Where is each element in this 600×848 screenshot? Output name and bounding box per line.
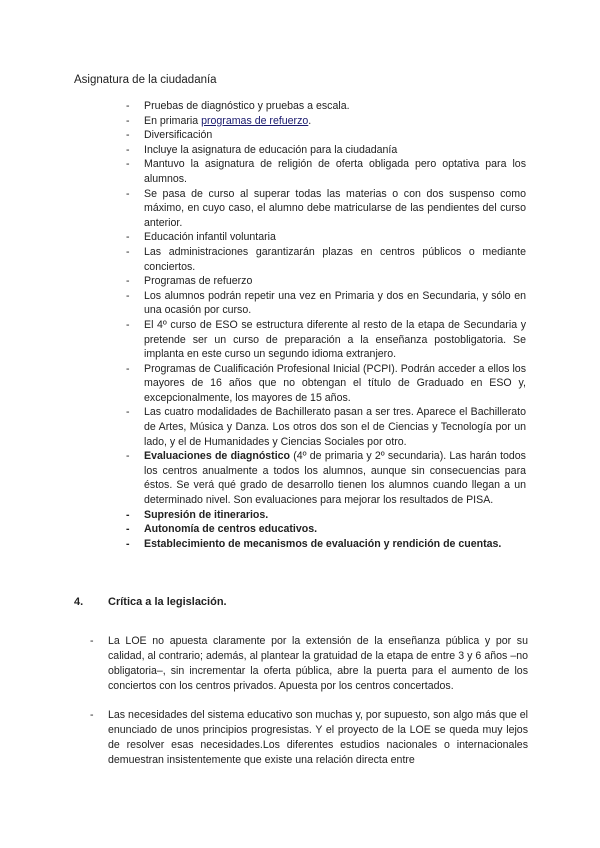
list-item	[126, 449, 526, 507]
list-item-text: En primaria	[144, 114, 202, 127]
list-item-text: (4º de primaria y 2º secundaria). Las harán todos los centros anualmente a todos los alumnos, aunque sin consecuencias para éstos. Se verá qué grado de desarrollo tienen los alumnos cuando llegan a un determinado nivel. Son evaluaciones para mejorar los resultados de PISA.	[144, 450, 526, 507]
list-item: - Supresión de itinerarios.	[126, 508, 526, 523]
list-item: - Autonomía de centros educativos.	[126, 522, 526, 537]
critique-paragraph: - La LOE no apuesta claramente por la extensión de la enseñanza pública y por su calidad, al contrario; además, al plantear la gratuidad de la etapa de entre 3 y 6 años –no obligatoria–, sin incrementar la oferta pública, abre la puerta para el aumento de los conciertos con los centros privados. Apuesta por los centros concertados.	[90, 634, 528, 694]
critique-paragraph: - Las necesidades del sistema educativo son muchas y, por supuesto, son algo más que el enunciado de unos principios progresistas. Y el proyecto de la LOE se queda muy lejos de resolver esas necesidades.Los diferentes estudios nacionales o internacionales demuestran insistentemente que existe una relación directa entre	[90, 708, 528, 768]
list-item: - Incluye la asignatura de educación para la ciudadanía	[126, 143, 526, 158]
list-item: - Diversificación	[126, 128, 526, 143]
list-item-text: .	[308, 114, 312, 127]
list-item: - Pruebas de diagnóstico y pruebas a escala.	[126, 99, 526, 114]
list-item-bold-lead: Evaluaciones de diagnóstico	[144, 450, 291, 463]
list-item: - Las administraciones garantizarán plazas en centros públicos o mediante conciertos.	[126, 245, 526, 274]
list-item: - Se pasa de curso al superar todas las materias o con dos suspenso como máximo, en cuyo caso, el alumno debe matricularse de las pendientes del curso anterior.	[126, 187, 526, 231]
section-number: 4.	[74, 596, 84, 608]
list-item: - Educación infantil voluntaria	[126, 230, 526, 245]
list-item: - Los alumnos podrán repetir una vez en Primaria y dos en Secundaria, y sólo en una ocasión por curso.	[126, 289, 526, 318]
section-title: Crítica a la legislación.	[108, 596, 227, 608]
features-list	[126, 99, 526, 551]
refuerzo-link[interactable]: programas de refuerzo	[201, 114, 309, 127]
list-item: - Establecimiento de mecanismos de evaluación y rendición de cuentas.	[126, 537, 526, 552]
list-item: - Las cuatro modalidades de Bachillerato pasan a ser tres. Aparece el Bachillerato de Artes, Música y Danza. Los otros dos son el de Ciencias y Tecnología por un lado, y el de Humanidades y Ciencias Sociales por otro.	[126, 405, 526, 449]
list-item: - Mantuvo la asignatura de religión de oferta obligada pero optativa para los alumnos.	[126, 157, 526, 186]
list-item	[126, 114, 526, 129]
critique-list	[90, 634, 528, 782]
section-heading	[74, 596, 227, 608]
page-title: Asignatura de la ciudadanía	[74, 74, 217, 86]
list-item: - Programas de Cualificación Profesional Inicial (PCPI). Podrán acceder a ellos los mayores de 16 años que no obtengan el título de Graduado en ESO y, excepcionalmente, los mayores de 15 años.	[126, 362, 526, 406]
list-item: - El 4º curso de ESO se estructura diferente al resto de la etapa de Secundaria y pretende ser un curso de preparación a la enseñanza postobligatoria. Se implanta en este curso un segundo idioma extranjero.	[126, 318, 526, 362]
list-item: - Programas de refuerzo	[126, 274, 526, 289]
